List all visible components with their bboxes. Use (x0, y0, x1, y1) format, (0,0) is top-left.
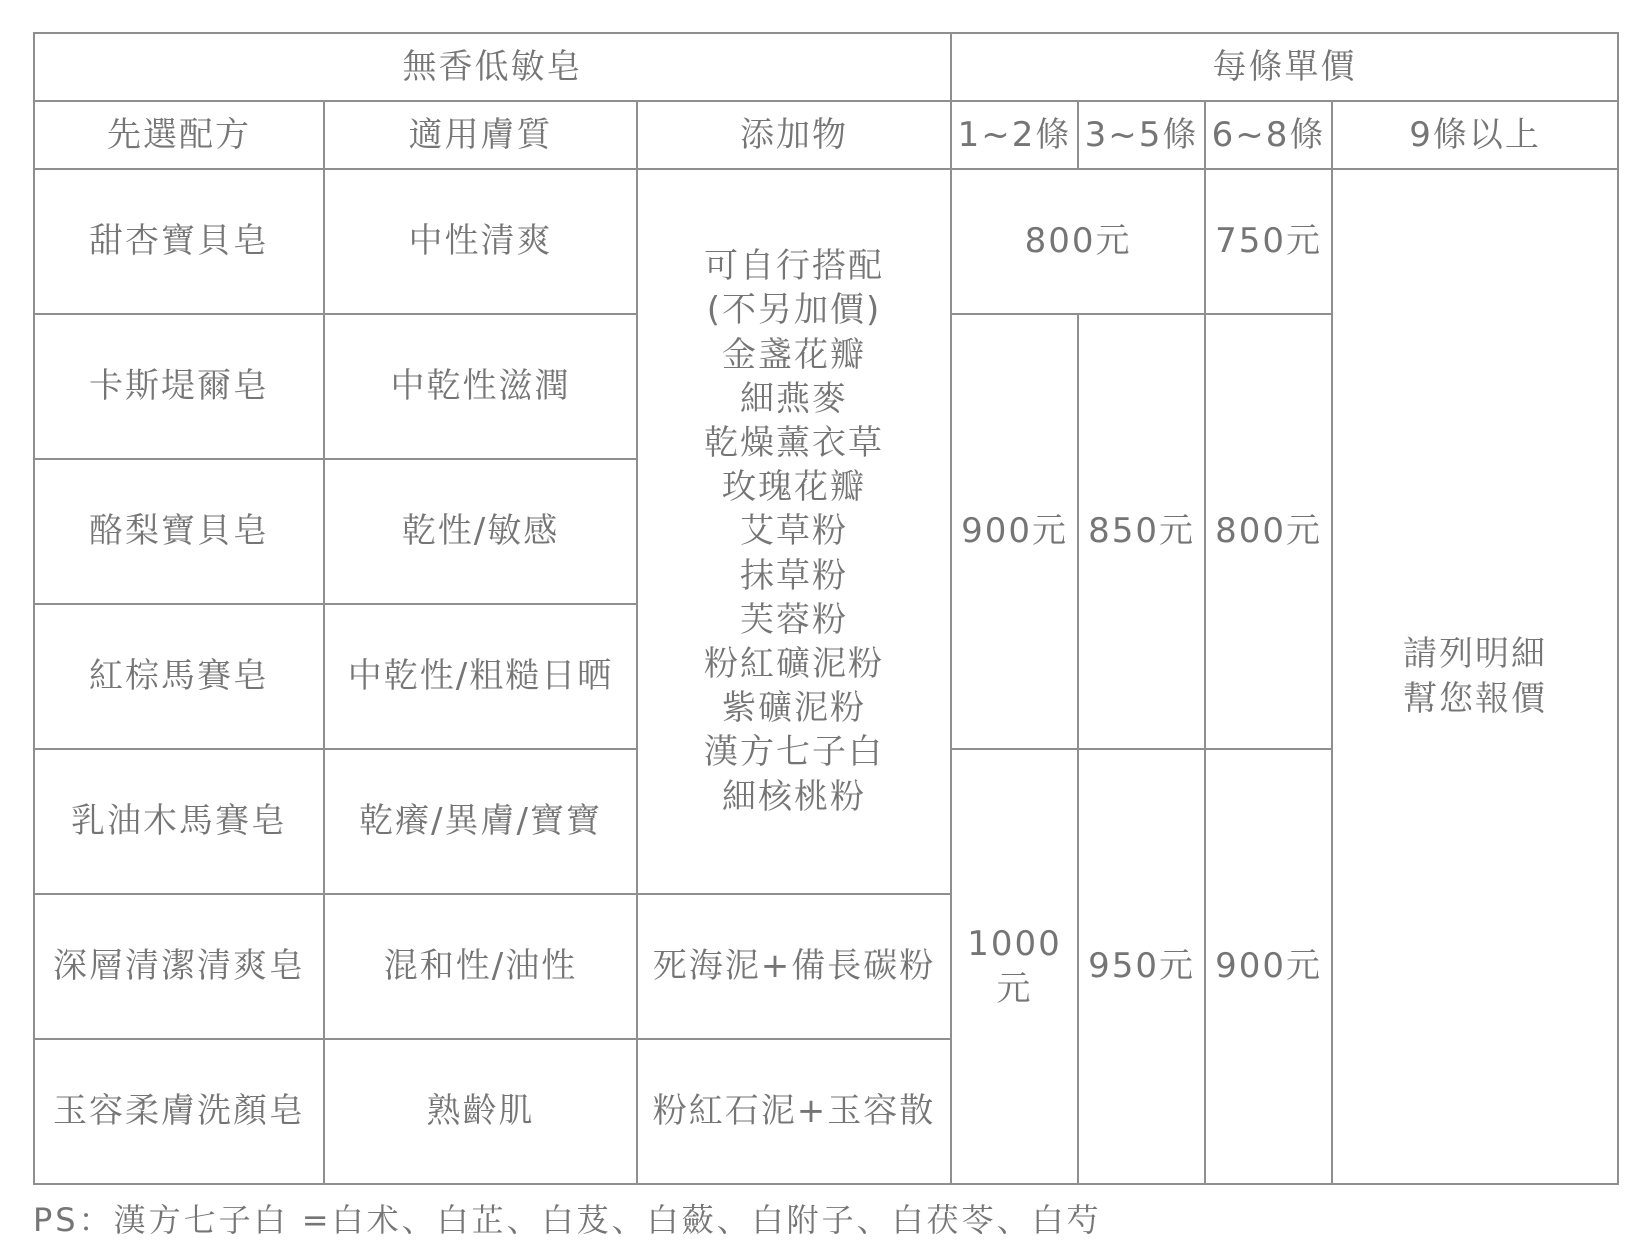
header-qty-9-plus: 9條以上 (1332, 101, 1618, 169)
header-additives: 添加物 (637, 101, 951, 169)
table-title-row (34, 33, 1618, 101)
skin-type: 中乾性滋潤 (324, 314, 637, 459)
header-formula: 先選配方 (34, 101, 324, 169)
quote-note-line: 幫您報價 (1403, 678, 1548, 719)
additive-item: 艾草粉 (740, 511, 849, 552)
header-skin-type: 適用膚質 (324, 101, 637, 169)
column-header-row (34, 101, 1618, 169)
additive-item: 芙蓉粉 (740, 599, 849, 640)
soap-name: 深層清潔清爽皂 (34, 894, 324, 1039)
shared-additives-list (637, 169, 951, 894)
header-qty-3-5: 3~5條 (1078, 101, 1205, 169)
skin-type: 乾性/敏感 (324, 459, 637, 604)
skin-type: 中性清爽 (324, 169, 637, 314)
price-rows5-7-qty-1-2: 1000元 (951, 749, 1078, 1184)
price-row1-qty-6-8: 750元 (1205, 169, 1332, 314)
soap-name: 卡斯堤爾皂 (34, 314, 324, 459)
additive-item: 粉紅礦泥粉 (704, 643, 885, 684)
additive-item: 紫礦泥粉 (722, 688, 867, 729)
quote-note-line: 請列明細 (1403, 634, 1548, 675)
product-group-title: 無香低敏皂 (34, 33, 951, 101)
soap-name: 酪梨寶貝皂 (34, 459, 324, 604)
skin-type: 中乾性/粗糙日晒 (324, 604, 637, 749)
soap-price-table (33, 32, 1619, 1185)
table-row (34, 169, 1618, 314)
soap-name: 甜杏寶貝皂 (34, 169, 324, 314)
price-group-title: 每條單價 (951, 33, 1618, 101)
additive-mix: 粉紅石泥+玉容散 (637, 1039, 951, 1184)
header-qty-6-8: 6~8條 (1205, 101, 1332, 169)
additive-mix: 死海泥+備長碳粉 (637, 894, 951, 1039)
additive-item: 漢方七子白 (704, 732, 885, 773)
header-qty-1-2: 1~2條 (951, 101, 1078, 169)
additive-item: 乾燥薰衣草 (704, 423, 885, 464)
skin-type: 乾癢/異膚/寶寶 (324, 749, 637, 894)
price-rows2-4-qty-6-8: 800元 (1205, 314, 1332, 749)
additive-item: (不另加價) (706, 290, 882, 331)
additive-item: 可自行搭配 (704, 246, 885, 287)
soap-name: 紅棕馬賽皂 (34, 604, 324, 749)
price-rows5-7-qty-6-8: 900元 (1205, 749, 1332, 1184)
soap-name: 乳油木馬賽皂 (34, 749, 324, 894)
price-row1-qty-1-5: 800元 (951, 169, 1205, 314)
quote-note (1332, 169, 1618, 1184)
price-rows5-7-qty-3-5: 950元 (1078, 749, 1205, 1184)
additive-item: 抹草粉 (740, 555, 849, 596)
skin-type: 熟齡肌 (324, 1039, 637, 1184)
additive-item: 細核桃粉 (722, 776, 867, 817)
soap-name: 玉容柔膚洗顏皂 (34, 1039, 324, 1184)
price-rows2-4-qty-3-5: 850元 (1078, 314, 1205, 749)
footnote: PS：漢方七子白 =白术、白芷、白芨、白蘞、白附子、白茯苓、白芍 (33, 1201, 1102, 1239)
additive-item: 細燕麥 (740, 378, 849, 419)
price-rows2-4-qty-1-2: 900元 (951, 314, 1078, 749)
additive-item: 玫瑰花瓣 (722, 467, 867, 508)
additive-item: 金盞花瓣 (722, 334, 867, 375)
skin-type: 混和性/油性 (324, 894, 637, 1039)
